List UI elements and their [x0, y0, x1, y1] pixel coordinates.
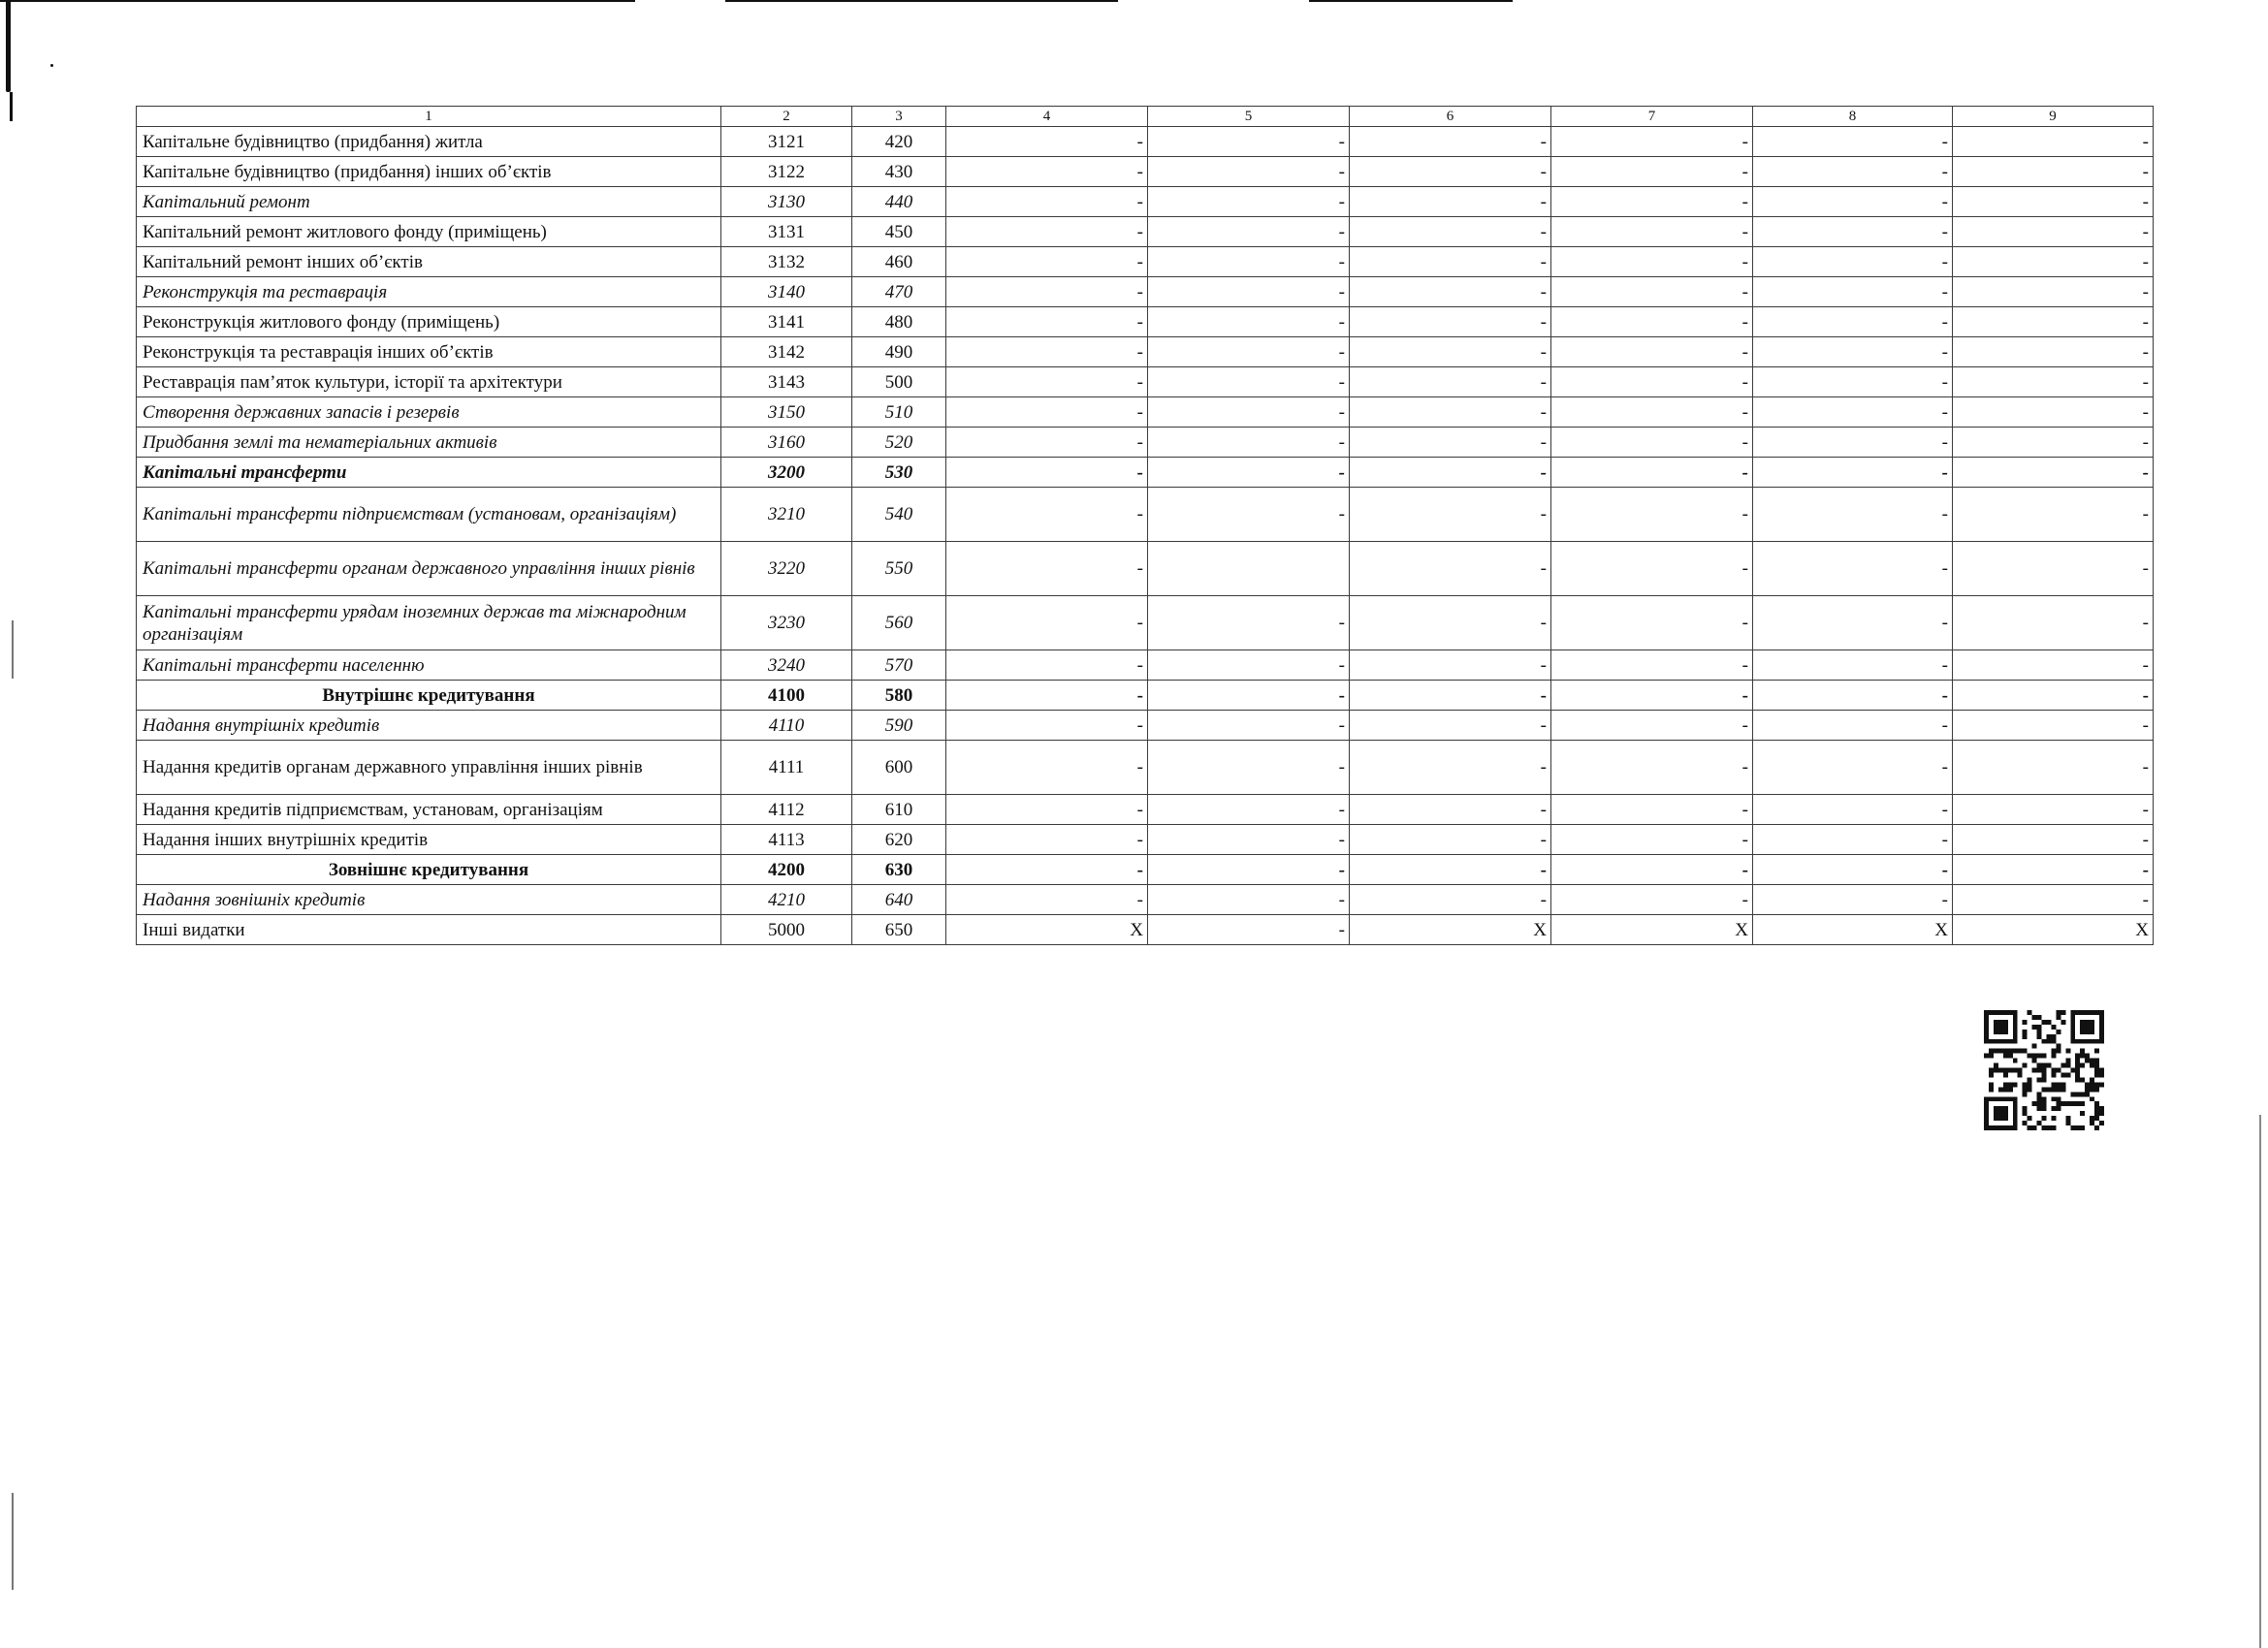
value-cell: X [1551, 915, 1753, 945]
column-number-cell: 5 [1148, 107, 1350, 127]
row-label: Капітальний ремонт інших об’єктів [137, 247, 721, 277]
value-cell: - [1551, 825, 1753, 855]
value-cell: - [1350, 855, 1551, 885]
value-cell: - [1551, 596, 1753, 650]
kekv-code: 3200 [721, 458, 852, 488]
value-cell: - [946, 458, 1148, 488]
row-label: Капітальний ремонт [137, 187, 721, 217]
value-cell: - [1551, 187, 1753, 217]
kekv-code: 4210 [721, 885, 852, 915]
value-cell: - [1350, 596, 1551, 650]
value-cell: - [946, 542, 1148, 596]
value-cell: - [1148, 187, 1350, 217]
value-cell: - [1753, 596, 1953, 650]
value-cell: - [946, 681, 1148, 711]
value-cell: - [1953, 187, 2154, 217]
value-cell: - [1753, 650, 1953, 681]
column-number-cell: 7 [1551, 107, 1753, 127]
column-number-cell: 1 [137, 107, 721, 127]
value-cell: - [1551, 795, 1753, 825]
value-cell: - [1753, 187, 1953, 217]
kekv-code: 3122 [721, 157, 852, 187]
line-code: 420 [852, 127, 946, 157]
value-cell: - [1148, 157, 1350, 187]
value-cell: - [1350, 247, 1551, 277]
value-cell: - [1953, 127, 2154, 157]
value-cell: - [1148, 307, 1350, 337]
value-cell: - [946, 855, 1148, 885]
kekv-code: 3142 [721, 337, 852, 367]
value-cell: - [1350, 307, 1551, 337]
table-row [137, 458, 2154, 488]
line-code: 630 [852, 855, 946, 885]
value-cell: - [1753, 711, 1953, 741]
value-cell: - [1350, 741, 1551, 795]
value-cell: - [1350, 795, 1551, 825]
table-row [137, 825, 2154, 855]
kekv-code: 3230 [721, 596, 852, 650]
value-cell: - [1953, 307, 2154, 337]
value-cell: X [1350, 915, 1551, 945]
table-row [137, 157, 2154, 187]
value-cell: - [1551, 711, 1753, 741]
value-cell: - [1953, 711, 2154, 741]
value-cell: - [1753, 397, 1953, 428]
value-cell: - [1148, 458, 1350, 488]
line-code: 650 [852, 915, 946, 945]
value-cell: - [1551, 542, 1753, 596]
value-cell: - [1753, 458, 1953, 488]
value-cell: - [1953, 217, 2154, 247]
value-cell: - [1551, 681, 1753, 711]
kekv-code: 4110 [721, 711, 852, 741]
row-label: Придбання землі та нематеріальних активів [137, 428, 721, 458]
value-cell: - [1350, 127, 1551, 157]
column-number-row [137, 107, 2154, 127]
value-cell: - [1953, 337, 2154, 367]
value-cell: - [946, 885, 1148, 915]
table-body [137, 127, 2154, 945]
value-cell: - [1753, 367, 1953, 397]
value-cell: - [1551, 650, 1753, 681]
value-cell: - [1551, 885, 1753, 915]
value-cell: - [1350, 187, 1551, 217]
value-cell: - [1953, 277, 2154, 307]
value-cell: - [1753, 217, 1953, 247]
line-code: 570 [852, 650, 946, 681]
value-cell: - [1953, 650, 2154, 681]
table-header [137, 107, 2154, 127]
row-label: Капітальні трансферти [137, 458, 721, 488]
value-cell: - [1753, 855, 1953, 885]
kekv-code: 3132 [721, 247, 852, 277]
value-cell: - [1953, 795, 2154, 825]
value-cell: - [1551, 127, 1753, 157]
table-row [137, 915, 2154, 945]
table-row [137, 711, 2154, 741]
value-cell: - [1350, 367, 1551, 397]
value-cell: - [1148, 741, 1350, 795]
row-label: Інші видатки [137, 915, 721, 945]
value-cell: - [1350, 337, 1551, 367]
value-cell: - [1753, 337, 1953, 367]
value-cell: - [1551, 428, 1753, 458]
value-cell: - [1350, 157, 1551, 187]
value-cell: - [1148, 397, 1350, 428]
line-code: 460 [852, 247, 946, 277]
line-code: 620 [852, 825, 946, 855]
value-cell: - [1350, 397, 1551, 428]
value-cell: - [946, 397, 1148, 428]
scan-edge-mark [0, 0, 635, 2]
value-cell: - [946, 488, 1148, 542]
column-number-cell: 6 [1350, 107, 1551, 127]
value-cell: - [1551, 367, 1753, 397]
value-cell: - [1953, 488, 2154, 542]
value-cell: - [1350, 650, 1551, 681]
kekv-code: 4100 [721, 681, 852, 711]
value-cell: - [1350, 428, 1551, 458]
row-label: Капітальні трансферти урядам іноземних держав та міжнародним організаціям [137, 596, 721, 650]
value-cell: - [1953, 458, 2154, 488]
value-cell: - [1350, 488, 1551, 542]
line-code: 640 [852, 885, 946, 915]
table-row [137, 855, 2154, 885]
kekv-code: 5000 [721, 915, 852, 945]
table-row [137, 681, 2154, 711]
value-cell: - [946, 187, 1148, 217]
table-row [137, 337, 2154, 367]
value-cell: - [1753, 428, 1953, 458]
row-label: Зовнішнє кредитування [137, 855, 721, 885]
value-cell: - [1350, 458, 1551, 488]
kekv-code: 3210 [721, 488, 852, 542]
kekv-code: 3143 [721, 367, 852, 397]
scan-edge-mark [10, 92, 13, 121]
value-cell: - [1551, 277, 1753, 307]
value-cell: - [1551, 741, 1753, 795]
line-code: 540 [852, 488, 946, 542]
row-label: Капітальне будівництво (придбання) інших об’єктів [137, 157, 721, 187]
value-cell: - [1551, 217, 1753, 247]
value-cell: - [1953, 885, 2154, 915]
value-cell: - [946, 428, 1148, 458]
value-cell: - [1148, 915, 1350, 945]
value-cell: - [946, 157, 1148, 187]
column-number-cell: 2 [721, 107, 852, 127]
row-label: Реконструкція житлового фонду (приміщень) [137, 307, 721, 337]
scan-edge-mark [725, 0, 1118, 2]
kekv-code: 3150 [721, 397, 852, 428]
value-cell: - [1148, 711, 1350, 741]
table-row [137, 217, 2154, 247]
scan-edge-mark [2259, 1115, 2261, 1648]
row-label: Капітальні трансферти органам державного управління інших рівнів [137, 542, 721, 596]
value-cell: - [1953, 681, 2154, 711]
line-code: 500 [852, 367, 946, 397]
value-cell: - [1753, 247, 1953, 277]
value-cell: - [1148, 885, 1350, 915]
row-label: Надання кредитів органам державного управління інших рівнів [137, 741, 721, 795]
table-row [137, 397, 2154, 428]
kekv-code: 3220 [721, 542, 852, 596]
row-label: Реставрація пам’яток культури, історії та архітектури [137, 367, 721, 397]
value-cell: - [1953, 596, 2154, 650]
kekv-code: 3240 [721, 650, 852, 681]
value-cell: - [946, 711, 1148, 741]
kekv-code: 4200 [721, 855, 852, 885]
value-cell: - [1753, 488, 1953, 542]
value-cell: - [946, 277, 1148, 307]
value-cell: - [1953, 428, 2154, 458]
qr-code-icon [1984, 1010, 2104, 1130]
row-label: Надання інших внутрішніх кредитів [137, 825, 721, 855]
value-cell: - [1753, 277, 1953, 307]
table-row [137, 741, 2154, 795]
value-cell: - [1753, 157, 1953, 187]
line-code: 450 [852, 217, 946, 247]
value-cell: - [1551, 157, 1753, 187]
line-code: 580 [852, 681, 946, 711]
column-number-cell: 9 [1953, 107, 2154, 127]
table-row [137, 596, 2154, 650]
value-cell: - [946, 825, 1148, 855]
row-label: Надання зовнішніх кредитів [137, 885, 721, 915]
value-cell: - [1551, 397, 1753, 428]
scan-edge-mark [1309, 0, 1513, 2]
value-cell: - [1350, 885, 1551, 915]
scan-edge-mark [12, 1493, 14, 1590]
table-row [137, 277, 2154, 307]
scan-edge-mark [6, 0, 11, 92]
row-label: Реконструкція та реставрація [137, 277, 721, 307]
value-cell: - [1148, 596, 1350, 650]
row-label: Реконструкція та реставрація інших об’єктів [137, 337, 721, 367]
value-cell: - [1753, 307, 1953, 337]
value-cell: - [1350, 542, 1551, 596]
row-label: Капітальний ремонт житлового фонду (приміщень) [137, 217, 721, 247]
value-cell: - [1551, 458, 1753, 488]
value-cell: - [1551, 488, 1753, 542]
value-cell: - [1753, 741, 1953, 795]
value-cell: - [946, 127, 1148, 157]
value-cell: - [946, 307, 1148, 337]
value-cell: - [1350, 825, 1551, 855]
value-cell: - [1148, 488, 1350, 542]
value-cell: - [1350, 681, 1551, 711]
value-cell: - [1953, 855, 2154, 885]
line-code: 590 [852, 711, 946, 741]
column-number-cell: 4 [946, 107, 1148, 127]
value-cell: - [1753, 825, 1953, 855]
value-cell: - [1148, 367, 1350, 397]
value-cell: - [1148, 247, 1350, 277]
table-row [137, 650, 2154, 681]
value-cell: - [1953, 397, 2154, 428]
value-cell: - [1551, 337, 1753, 367]
value-cell: - [1148, 650, 1350, 681]
value-cell: - [946, 337, 1148, 367]
line-code: 440 [852, 187, 946, 217]
kekv-code: 4111 [721, 741, 852, 795]
value-cell: - [946, 217, 1148, 247]
value-cell: - [1148, 217, 1350, 247]
table-row [137, 187, 2154, 217]
line-code: 610 [852, 795, 946, 825]
value-cell: - [946, 650, 1148, 681]
row-label: Надання кредитів підприємствам, установам, організаціям [137, 795, 721, 825]
value-cell: - [1350, 711, 1551, 741]
table-row [137, 127, 2154, 157]
column-number-cell: 3 [852, 107, 946, 127]
line-code: 560 [852, 596, 946, 650]
kekv-code: 3160 [721, 428, 852, 458]
value-cell: - [1953, 247, 2154, 277]
scan-edge-mark [12, 620, 14, 679]
value-cell: - [1953, 741, 2154, 795]
line-code: 510 [852, 397, 946, 428]
value-cell: - [946, 596, 1148, 650]
value-cell: - [946, 247, 1148, 277]
value-cell: - [1953, 367, 2154, 397]
row-label: Надання внутрішніх кредитів [137, 711, 721, 741]
line-code: 490 [852, 337, 946, 367]
value-cell: - [1148, 277, 1350, 307]
line-code: 600 [852, 741, 946, 795]
value-cell: - [1953, 157, 2154, 187]
value-cell: - [1753, 542, 1953, 596]
value-cell: - [1148, 127, 1350, 157]
expenditure-table [136, 106, 2154, 945]
line-code: 430 [852, 157, 946, 187]
kekv-code: 3141 [721, 307, 852, 337]
value-cell: - [1753, 681, 1953, 711]
table-row [137, 795, 2154, 825]
value-cell: - [1148, 337, 1350, 367]
value-cell: - [946, 795, 1148, 825]
value-cell [1148, 542, 1350, 596]
kekv-code: 3140 [721, 277, 852, 307]
value-cell: - [1148, 855, 1350, 885]
line-code: 550 [852, 542, 946, 596]
value-cell: - [1148, 681, 1350, 711]
scan-speck [50, 64, 53, 67]
column-number-cell: 8 [1753, 107, 1953, 127]
table-row [137, 247, 2154, 277]
line-code: 470 [852, 277, 946, 307]
table-row [137, 367, 2154, 397]
kekv-code: 4113 [721, 825, 852, 855]
value-cell: - [1953, 825, 2154, 855]
value-cell: - [1148, 795, 1350, 825]
table-row [137, 428, 2154, 458]
value-cell: - [1551, 307, 1753, 337]
value-cell: - [1551, 247, 1753, 277]
line-code: 520 [852, 428, 946, 458]
value-cell: - [1753, 795, 1953, 825]
row-label: Капітальні трансферти населенню [137, 650, 721, 681]
value-cell: - [1753, 127, 1953, 157]
value-cell: - [1148, 825, 1350, 855]
value-cell: - [946, 741, 1148, 795]
value-cell: - [1953, 542, 2154, 596]
kekv-code: 3131 [721, 217, 852, 247]
value-cell: - [1350, 277, 1551, 307]
value-cell: - [946, 367, 1148, 397]
kekv-code: 3130 [721, 187, 852, 217]
value-cell: X [946, 915, 1148, 945]
line-code: 480 [852, 307, 946, 337]
value-cell: - [1148, 428, 1350, 458]
line-code: 530 [852, 458, 946, 488]
table-row [137, 542, 2154, 596]
table-row [137, 885, 2154, 915]
value-cell: - [1753, 885, 1953, 915]
kekv-code: 3121 [721, 127, 852, 157]
value-cell: X [1753, 915, 1953, 945]
row-label: Створення державних запасів і резервів [137, 397, 721, 428]
table-row [137, 307, 2154, 337]
row-label: Капітальне будівництво (придбання) житла [137, 127, 721, 157]
value-cell: X [1953, 915, 2154, 945]
value-cell: - [1551, 855, 1753, 885]
kekv-code: 4112 [721, 795, 852, 825]
row-label: Капітальні трансферти підприємствам (установам, організаціям) [137, 488, 721, 542]
table-row [137, 488, 2154, 542]
value-cell: - [1350, 217, 1551, 247]
row-label: Внутрішнє кредитування [137, 681, 721, 711]
